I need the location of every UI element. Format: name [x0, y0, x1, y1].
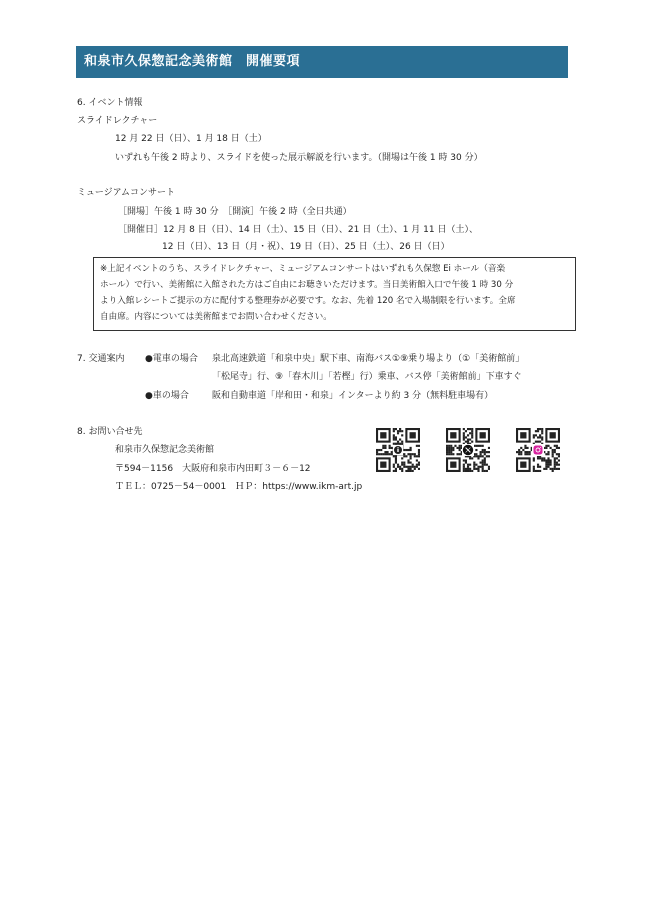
contact-address: 〒594－1156 大阪府和泉市内田町３－６－12 [115, 464, 311, 474]
section-7-heading: 7. 交通案内 [77, 354, 125, 364]
note-line: 自由席。内容については美術館までお問い合わせください。 [100, 312, 332, 322]
train-label: ●電車の場合 [145, 354, 198, 364]
section-8-heading: 8. お問い合せ先 [77, 427, 143, 437]
qr-code-info[interactable] [376, 428, 420, 472]
contact-name: 和泉市久保惣記念美術館 [115, 445, 215, 455]
train-directions-line1: 泉北高速鉄道「和泉中央」駅下車、南海バス①⑨乗り場より（①「美術館前」 [212, 354, 525, 364]
qr-code-instagram[interactable] [516, 428, 560, 472]
concert-time: ［開場］午後 1 時 30 分 ［開演］午後 2 時（全日共通） [118, 207, 352, 217]
x-logo-icon [463, 445, 473, 455]
note-line: ※上記イベントのうち、スライドレクチャー、ミュージアムコンサートはいずれも久保惣 Ei ホール（音楽 [100, 264, 506, 274]
instagram-icon [534, 446, 543, 455]
slide-lecture-title: スライドレクチャー [77, 116, 158, 126]
slide-lecture-desc: いずれも午後 2 時より、スライドを使った展示解説を行います。（開場は午後 1 時 30 分） [115, 153, 483, 163]
slide-lecture-dates: 12 月 22 日（日）、1 月 18 日（土） [115, 134, 267, 144]
concert-title: ミュージアムコンサート [77, 188, 176, 198]
section-6-heading: 6. イベント情報 [77, 98, 143, 108]
page-title-banner [76, 46, 568, 78]
qr-code-x[interactable] [446, 428, 490, 472]
note-line: ホール）で行い、美術館に入館された方はご自由にお聴きいただけます。当日美術館入口で午後 1 時 30 分 [100, 280, 514, 290]
train-directions-line2: 「松尾寺」行、⑨「春木川」「若樫」行）乗車、バス停「美術館前」下車すぐ [212, 372, 522, 382]
concert-dates-line1: ［開催日］12 月 8 日（日）、14 日（土）、15 日（日）、21 日（土）、1 月 11 日（土）、 [118, 225, 478, 235]
contact-phone-web: ＴＥＬ：0725－54－0001 ＨＰ：https://www.ikm-art.jp [115, 482, 363, 492]
event-note-box [93, 257, 576, 331]
concert-dates-line2: 12 日（日）、13 日（月・祝）、19 日（日）、25 日（土）、26 日（日） [162, 242, 450, 252]
info-icon [394, 446, 402, 454]
car-label: ●車の場合 [145, 391, 189, 401]
page-title: 和泉市久保惣記念美術館 開催要項 [84, 54, 301, 69]
note-line: より入館レシートご提示の方に配付する整理券が必要です。なお、先着 120 名で入場制限を行います。全席 [100, 296, 516, 306]
car-directions: 阪和自動車道「岸和田・和泉」インターより約 3 分（無料駐車場有） [212, 391, 494, 401]
